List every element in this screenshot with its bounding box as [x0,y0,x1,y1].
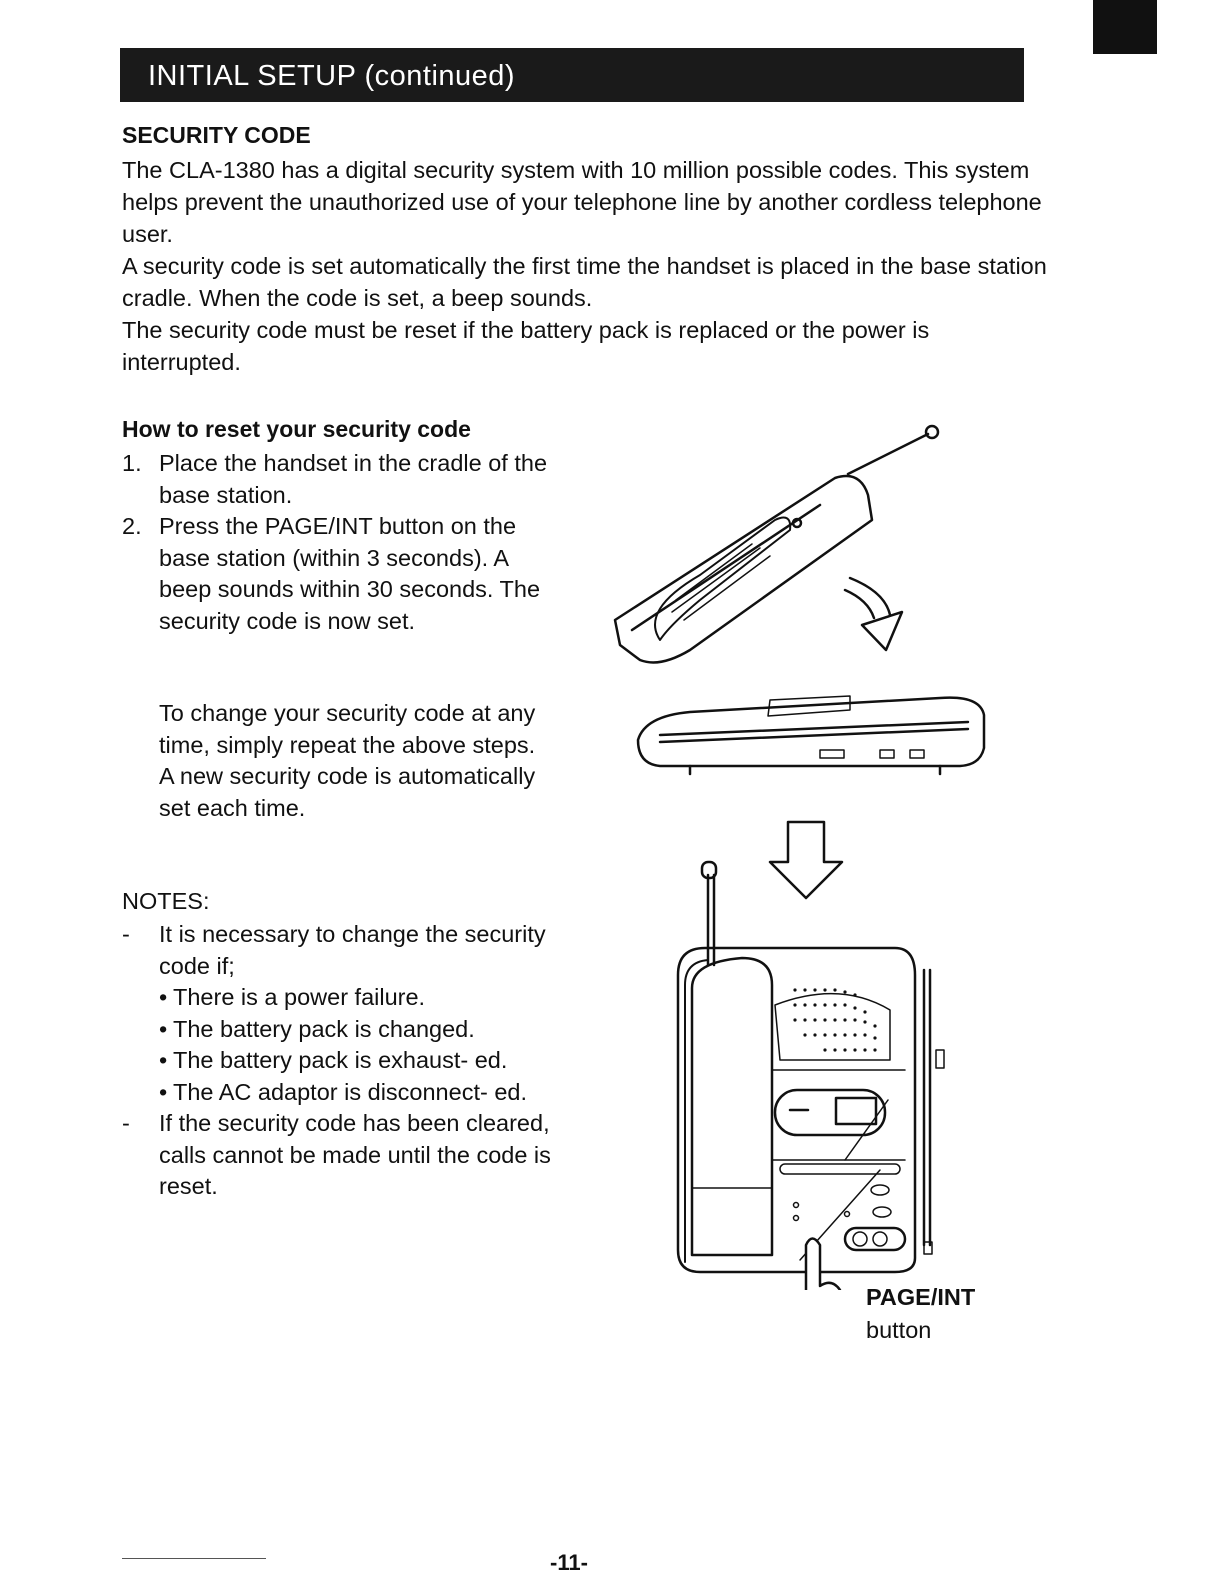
page-int-button-word: button [866,1317,932,1343]
page-int-button-callout [866,1281,975,1347]
section-header-title: INITIAL SETUP (continued) [148,60,516,92]
phone-illustration [600,420,1000,1290]
note-dash: - [122,1110,130,1136]
howto-heading: How to reset your security code [122,416,471,442]
step-text: Press the PAGE/INT button on the base station (within 3 seconds). A beep sounds within 30 seconds. The security code is now set. [159,513,541,634]
section-header [120,48,1024,102]
finger-icon [792,1239,840,1291]
step-number: 2. [122,513,142,539]
note-bullet: • The battery pack is exhaust- ed. [159,1045,562,1077]
intro-paragraph: The security code must be reset if the battery pack is replaced or the power is interrupted. [122,317,930,375]
step-number: 1. [122,450,142,476]
curved-arrow-icon [845,578,902,650]
handset-illustration [615,426,938,662]
base-station-side-illustration [638,696,984,774]
page-number: -11- [550,1550,588,1575]
step-text: Place the handset in the cradle of the base station. [159,450,548,508]
page-corner-tab [1093,0,1157,54]
step-item [122,448,562,511]
intro-paragraph: The CLA-1380 has a digital security system with 10 million possible codes. This system helps prevent the unauthorized use of your telephone line by another cordless telephone user. [122,157,1042,247]
note-text: It is necessary to change the security code if; [159,921,546,979]
notes-list [122,919,562,1203]
reset-steps [122,448,562,637]
note-dash: - [122,921,130,947]
intro-paragraph: A security code is set automatically the first time the handset is placed in the base station cradle. When the code is set, a beep sounds. [122,253,1047,311]
down-arrow-icon [770,822,842,898]
note-bullet: • The AC adaptor is disconnect- ed. [159,1077,562,1109]
security-intro [122,154,1052,378]
security-code-heading: SECURITY CODE [122,122,311,148]
notes-label: NOTES: [122,888,210,914]
note-bullet: • There is a power failure. [159,982,562,1014]
note-item [122,1108,562,1203]
base-station-front-illustration [678,862,944,1272]
page-int-button-name: PAGE/INT [866,1284,976,1310]
note-bullets [159,982,562,1108]
step-item [122,511,562,637]
note-text: If the security code has been cleared, calls cannot be made until the code is reset. [159,1110,551,1199]
footer-rule [122,1558,266,1559]
note-item [122,919,562,1108]
note-bullet: • The battery pack is changed. [159,1014,562,1046]
change-code-text: To change your security code at any time, simply repeat the above steps. A new security code is automatically set each time. [159,700,536,821]
